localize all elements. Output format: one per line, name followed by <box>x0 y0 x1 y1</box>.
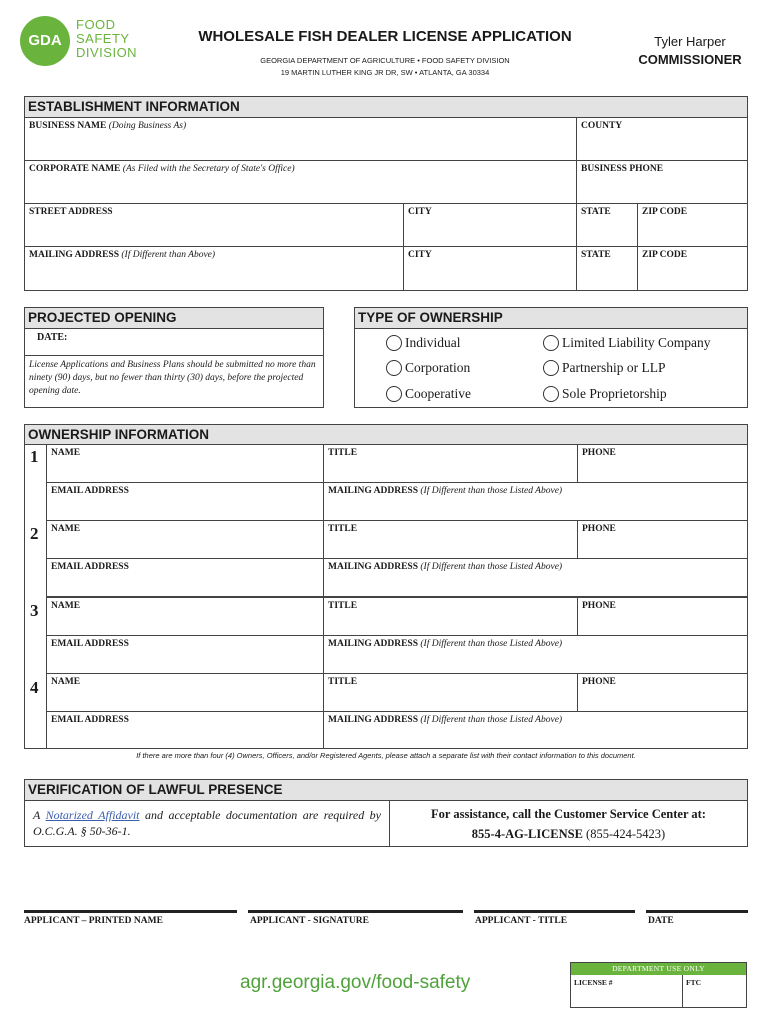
radio-label: Individual <box>405 335 461 350</box>
printed-name-line[interactable] <box>24 910 237 913</box>
owner-number: 3 <box>30 601 39 620</box>
radio-circle-icon <box>386 360 402 376</box>
gda-logo <box>20 16 138 66</box>
date-line[interactable] <box>646 910 748 913</box>
mailing-zip-label: ZIP CODE <box>642 250 688 260</box>
mailing-state-field[interactable] <box>576 246 638 291</box>
radio-label: Cooperative <box>405 386 471 401</box>
phone-label: PHONE <box>582 677 616 687</box>
mailing-zip-field[interactable] <box>637 246 748 291</box>
name-label: NAME <box>51 677 81 687</box>
corporate-name-field[interactable] <box>24 160 577 204</box>
radio-label: Partnership or LLP <box>562 360 666 375</box>
opening-date-label: DATE: <box>37 332 68 343</box>
commissioner-name: Tyler Harper <box>654 34 726 49</box>
signature-line[interactable] <box>248 910 463 913</box>
county-field[interactable] <box>576 117 748 161</box>
notarized-affidavit-link[interactable]: Notarized Affidavit <box>45 808 140 822</box>
mailing-note: (If Different than those Listed Above) <box>420 486 563 496</box>
zip-label: ZIP CODE <box>642 207 688 217</box>
ftc-field <box>683 975 746 1008</box>
owner-4-title-field[interactable] <box>323 673 578 712</box>
title-label: TITLE <box>328 601 358 611</box>
radio-llc[interactable] <box>543 335 710 351</box>
mailing-label: MAILING ADDRESS <box>328 715 419 725</box>
mailing-note: (If Different than those Listed Above) <box>420 639 563 649</box>
phone-label: PHONE <box>582 448 616 458</box>
phone-label: PHONE <box>582 601 616 611</box>
owner-1-title-field[interactable] <box>323 444 578 483</box>
opening-note: License Applications and Business Plans should be submitted no more than ninety (90) days, but no fewer than thirty (30) days, before the projected opening date. <box>24 355 324 408</box>
date-label: DATE <box>648 916 674 926</box>
email-label: EMAIL ADDRESS <box>51 715 129 725</box>
phone-label: PHONE <box>582 524 616 534</box>
radio-corporation[interactable] <box>386 360 470 376</box>
name-label: NAME <box>51 524 81 534</box>
assistance-phone <box>394 824 743 844</box>
radio-partnership[interactable] <box>543 360 666 376</box>
opening-date-field[interactable] <box>24 328 324 356</box>
applicant-title-label: APPLICANT - TITLE <box>475 916 568 926</box>
owner-4-name-field[interactable] <box>46 673 324 712</box>
mailing-label: MAILING ADDRESS <box>328 562 419 572</box>
mailing-address-note: (If Different than Above) <box>121 250 216 260</box>
title-label: TITLE <box>328 677 358 687</box>
business-phone-field[interactable] <box>576 160 748 204</box>
department-use-box <box>570 962 747 1008</box>
license-number-label: LICENSE # <box>574 978 613 987</box>
ownership-info-heading: OWNERSHIP INFORMATION <box>24 424 748 445</box>
owner-3-name-field[interactable] <box>46 597 324 636</box>
corporate-name-label: CORPORATE NAME <box>29 164 121 174</box>
radio-circle-icon <box>543 335 559 351</box>
logo-emblem: GDA <box>20 16 70 66</box>
printed-name-label: APPLICANT – PRINTED NAME <box>24 916 163 926</box>
name-label: NAME <box>51 601 81 611</box>
department-line: GEORGIA DEPARTMENT OF AGRICULTURE • FOOD SAFETY DIVISION <box>260 56 510 65</box>
establishment-heading: ESTABLISHMENT INFORMATION <box>24 96 748 118</box>
owner-1-mailing-field[interactable] <box>323 482 748 521</box>
owner-4-mailing-field[interactable] <box>323 711 748 749</box>
radio-label: Corporation <box>405 360 471 375</box>
city-label: CITY <box>408 207 432 217</box>
title-label: TITLE <box>328 448 358 458</box>
street-address-field[interactable] <box>24 203 404 247</box>
state-field[interactable] <box>576 203 638 247</box>
owner-4-phone-field[interactable] <box>577 673 748 712</box>
verification-text <box>24 800 390 847</box>
state-label: STATE <box>581 207 611 217</box>
mailing-note: (If Different than those Listed Above) <box>420 562 563 572</box>
business-name-field[interactable] <box>24 117 577 161</box>
email-label: EMAIL ADDRESS <box>51 486 129 496</box>
zip-field[interactable] <box>637 203 748 247</box>
title-label: TITLE <box>328 524 358 534</box>
verification-text-a: A <box>33 808 46 822</box>
street-address-label: STREET ADDRESS <box>29 207 113 217</box>
department-address <box>150 55 620 79</box>
projected-opening-heading: PROJECTED OPENING <box>24 307 324 329</box>
owner-3-title-field[interactable] <box>323 597 578 636</box>
radio-individual[interactable] <box>386 335 461 351</box>
city-field[interactable] <box>403 203 577 247</box>
license-number-field <box>571 975 683 1008</box>
business-name-label: BUSINESS NAME <box>29 121 107 131</box>
radio-circle-icon <box>386 335 402 351</box>
radio-circle-icon <box>543 386 559 402</box>
assistance-box <box>389 800 748 847</box>
mailing-address-label: MAILING ADDRESS <box>29 250 120 260</box>
assistance-phone-word: 855-4-AG-LICENSE <box>471 827 583 841</box>
owner-number: 2 <box>30 524 39 543</box>
owner-2-title-field[interactable] <box>323 520 578 559</box>
mailing-city-label: CITY <box>408 250 432 260</box>
footer-url[interactable]: agr.georgia.gov/food-safety <box>240 972 471 993</box>
ownership-type-heading: TYPE OF OWNERSHIP <box>354 307 748 329</box>
signature-label: APPLICANT - SIGNATURE <box>250 916 369 926</box>
email-label: EMAIL ADDRESS <box>51 562 129 572</box>
owner-3-email-field[interactable] <box>46 635 324 674</box>
radio-label: Limited Liability Company <box>562 335 711 350</box>
owner-2-phone-field[interactable] <box>577 520 748 559</box>
applicant-title-line[interactable] <box>474 910 635 913</box>
radio-cooperative[interactable] <box>386 386 471 402</box>
mailing-label: MAILING ADDRESS <box>328 639 419 649</box>
owner-4-email-field[interactable] <box>46 711 324 749</box>
radio-circle-icon <box>386 386 402 402</box>
radio-sole-proprietorship[interactable] <box>543 386 667 402</box>
mailing-note: (If Different than those Listed Above) <box>420 715 563 725</box>
owner-2-name-field[interactable] <box>46 520 324 559</box>
verification-text-b: and acceptable documentation are required by O.C.G.A. § 50-36-1. <box>33 808 381 838</box>
owner-2-email-field[interactable] <box>46 558 324 597</box>
owner-number: 1 <box>30 447 39 466</box>
owner-2-mailing-field[interactable] <box>323 558 748 597</box>
mailing-city-field[interactable] <box>403 246 577 291</box>
county-label: COUNTY <box>581 121 623 131</box>
verification-heading: VERIFICATION OF LAWFUL PRESENCE <box>24 779 748 801</box>
radio-label: Sole Proprietorship <box>562 386 667 401</box>
logo-text: FOOD SAFETY DIVISION <box>76 17 138 60</box>
assistance-phone-number: (855-424-5423) <box>582 827 666 841</box>
owner-3-mailing-field[interactable] <box>323 635 748 674</box>
name-label: NAME <box>51 448 81 458</box>
owner-1-name-field[interactable] <box>46 444 324 483</box>
corporate-name-note: (As Filed with the Secretary of State's Office) <box>122 164 295 174</box>
owner-3-phone-field[interactable] <box>577 597 748 636</box>
ftc-label: FTC <box>686 978 701 987</box>
ownership-footnote: If there are more than four (4) Owners, Officers, and/or Registered Agents, please attach a separate list with their contact information to this document. <box>136 751 636 760</box>
mailing-state-label: STATE <box>581 250 611 260</box>
form-title: WHOLESALE FISH DEALER LICENSE APPLICATION <box>198 28 572 45</box>
business-name-note: (Doing Business As) <box>108 121 187 131</box>
mailing-label: MAILING ADDRESS <box>328 486 419 496</box>
email-label: EMAIL ADDRESS <box>51 639 129 649</box>
address-line: 19 MARTIN LUTHER KING JR DR, SW • ATLANTA, GA 30334 <box>280 68 490 77</box>
commissioner-title: COMMISSIONER <box>638 52 742 67</box>
business-phone-label: BUSINESS PHONE <box>581 164 664 174</box>
owner-1-phone-field[interactable] <box>577 444 748 483</box>
mailing-address-field[interactable] <box>24 246 404 291</box>
assistance-line: For assistance, call the Customer Service Center at: <box>431 807 706 821</box>
radio-circle-icon <box>543 360 559 376</box>
owner-1-email-field[interactable] <box>46 482 324 521</box>
owner-number: 4 <box>30 678 39 697</box>
department-use-heading: DEPARTMENT USE ONLY <box>571 963 746 975</box>
